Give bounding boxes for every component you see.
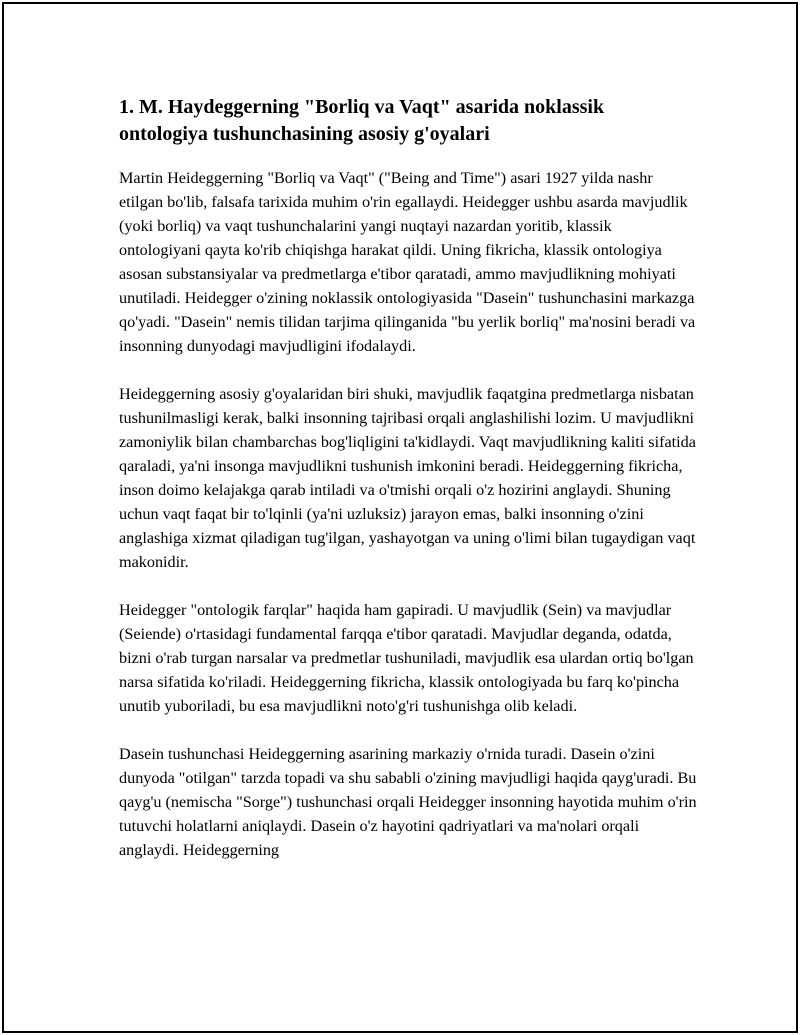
paragraph-3: Heidegger "ontologik farqlar" haqida ham gapiradi. U mavjudlik (Sein) va mavjudlar (Seiende) o'rtasidagi fundamental farqqa e'tibor qaratadi. Mavjudlar deganda, odatda, bizni o'rab turgan narsalar va predmetlar tushuniladi, mavjudlik esa ulardan ortiq bo'lgan narsa sifatida ko'riladi. Heideggerning fikricha, klassik ontologiyada bu farq ko'pincha unutib yuboriladi, bu esa mavjudlikni noto'g'ri tushunishga olib keladi. xyxy=(119,601,694,715)
paragraph-2: Heideggerning asosiy g'oyalaridan biri shuki, mavjudlik faqatgina predmetlarga nisbatan tushunilmasligi kerak, balki insonning tajribasi orqali anglashilishi lozim. U mavjudlikni zamoniylik bilan chambarchas bog'liqligini ta'kidlaydi. Vaqt mavjudlikning kaliti sifatida qaraladi, ya'ni insonga mavjudlikni tushunish imkonini beradi. Heideggerning fikricha, inson doimo kelajakga qarab intiladi va o'tmishi orqali o'z hozirini anglaydi. Shuning uchun vaqt faqat bir to'lqinli (ya'ni uzluksiz) jarayon emas, balki insonning o'zini anglashiga xizmat qiladigan tug'ilgan, yashayotgan va uning o'limi bilan tugaydigan vaqt makonidir. xyxy=(119,385,696,571)
section-heading: 1. M. Haydeggerning "Borliq va Vaqt" asarida noklassik ontologiya tushunchasining asosiy g'oyalari xyxy=(119,96,605,145)
paragraph-4: Dasein tushunchasi Heideggerning asarining markaziy o'rnida turadi. Dasein o'zini dunyoda "otilgan" tarzda topadi va shu sababli o'zining mavjudligi haqida qayg'uradi. Bu qayg'u (nemischa "Sorge") tushunchasi orqali Heidegger insonning hayotida muhim o'rin tutuvchi holatlarni aniqlaydi. Dasein o'z hayotini qadriyatlari va ma'nolari orqali anglaydi. Heideggerning xyxy=(119,745,697,859)
document-body xyxy=(119,94,697,886)
paragraph-1: Martin Heideggerning "Borliq va Vaqt" ("Being and Time") asari 1927 yilda nashr etilgan bo'lib, falsafa tarixida muhim o'rin egallaydi. Heidegger ushbu asarda mavjudlik (yoki borliq) va vaqt tushunchalarini yangi nuqtayi nazardan yoritib, klassik ontologiyani qayta ko'rib chiqishga harakat qildi. Uning fikricha, klassik ontologiya asosan substansiyalar va predmetlarga e'tibor qaratadi, ammo mavjudlikning mohiyati unutiladi. Heidegger o'zining noklassik ontologiyasida "Dasein" tushunchasini markazga qo'yadi. "Dasein" nemis tilidan tarjima qilinganida "bu yerlik borliq" ma'nosini beradi va insonning dunyodagi mavjudligini ifodalaydi. xyxy=(119,169,696,355)
document-page xyxy=(2,2,798,1033)
